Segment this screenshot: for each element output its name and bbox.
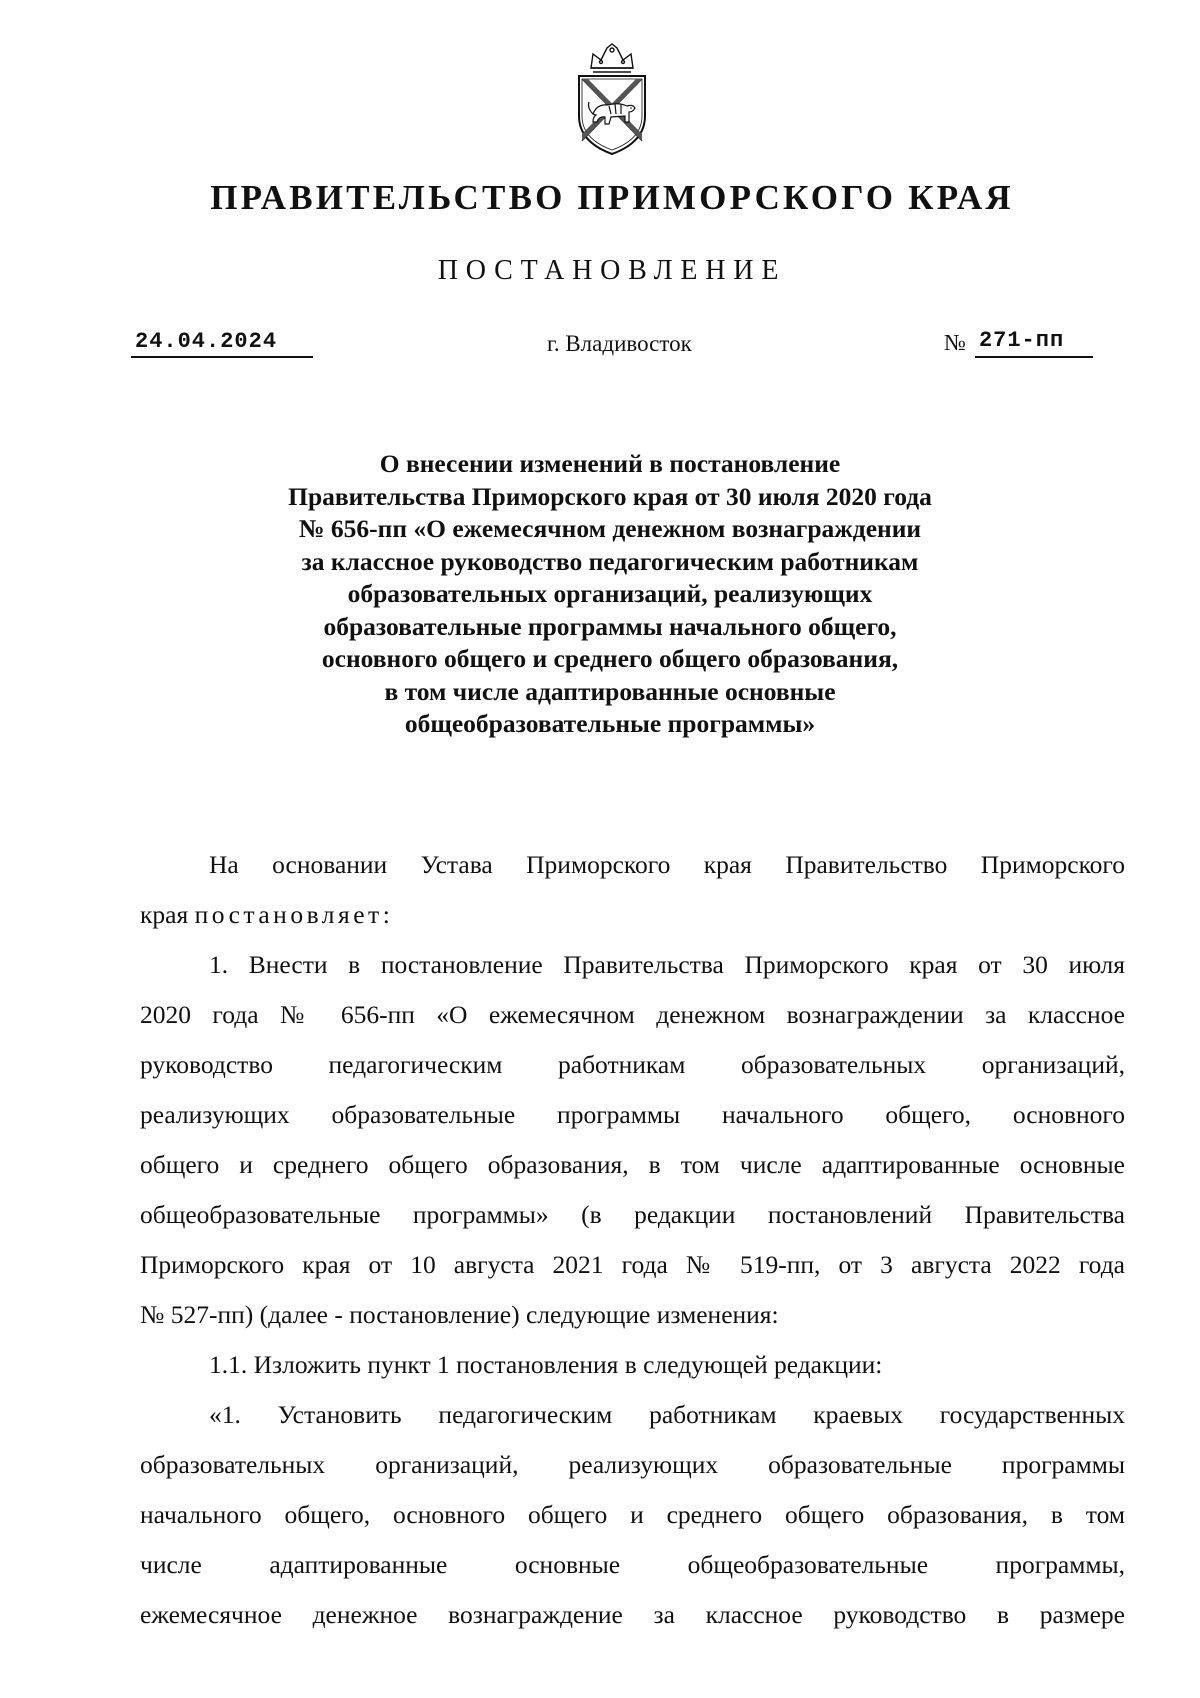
preamble-line xyxy=(140,890,1125,940)
body-line: реализующих образовательные программы начального общего, основного xyxy=(140,1100,1125,1129)
body-line: Приморского края от 10 августа 2021 года № 519-пп, от 3 августа 2022 года xyxy=(140,1250,1125,1279)
body-line: 1.1. Изложить пункт 1 постановления в следующей редакции: xyxy=(209,1350,883,1379)
heading-line: № 656-пп «О ежемесячном денежном вознаграждении xyxy=(298,514,922,543)
document-heading xyxy=(180,448,1040,741)
body-line: 1. Внести в постановление Правительства Приморского края от 30 июля xyxy=(209,950,1125,979)
preamble-line: На основании Устава Приморского края Правительство Приморского xyxy=(209,850,1125,879)
heading-line: образовательные программы начального общего, xyxy=(323,611,897,641)
body-line: руководство педагогическим работникам образовательных организаций, xyxy=(140,1050,1125,1079)
body-line: 2020 года № 656-пп «О ежемесячном денежном вознаграждении за классное xyxy=(140,1000,1125,1029)
document-type: ПОСТАНОВЛЕНИЕ xyxy=(437,255,787,286)
heading-line: основного общего и среднего общего образования, xyxy=(321,644,899,673)
body-line: общеобразовательные программы» (в редакции постановлений Правительства xyxy=(140,1200,1125,1229)
government-title: ПРАВИТЕЛЬСТВО ПРИМОРСКОГО КРАЯ xyxy=(210,178,1014,217)
heading-line: Правительства Приморского края от 30 июля 2020 года xyxy=(288,481,932,511)
body-line: общего и среднего общего образования, в том числе адаптированные основные xyxy=(140,1150,1125,1179)
heading-line: О внесении изменений в постановление xyxy=(379,449,841,478)
document-body xyxy=(140,840,1125,1640)
body-line: № 527-пп) (далее - постановление) следующие изменения: xyxy=(140,1300,779,1329)
document-number: 271-пп xyxy=(975,326,1093,358)
preamble-text: края xyxy=(140,900,195,929)
document-city: г. Владивосток xyxy=(547,331,692,356)
body-line: числе адаптированные основные общеобразовательные программы, xyxy=(140,1550,1125,1579)
body-line: ежемесячное денежное вознаграждение за классное руководство в размере xyxy=(140,1600,1125,1629)
coat-of-arms-emblem xyxy=(571,42,653,157)
number-sign: № xyxy=(944,330,966,355)
document-date: 24.04.2024 xyxy=(131,328,313,358)
body-line: образовательных организаций, реализующих образовательные программы xyxy=(140,1450,1125,1479)
body-line: «1. Установить педагогическим работникам краевых государственных xyxy=(209,1400,1125,1429)
heading-line: образовательных организаций, реализующих xyxy=(347,579,873,608)
heading-line: в том числе адаптированные основные xyxy=(384,676,836,706)
body-line: начального общего, основного общего и среднего общего образования, в том xyxy=(140,1500,1125,1529)
heading-line: общеобразовательные программы» xyxy=(404,709,816,738)
resolves-word: постановляет: xyxy=(194,900,394,929)
document-number-field xyxy=(944,326,1093,358)
heading-line: за классное руководство педагогическим работникам xyxy=(301,546,919,576)
